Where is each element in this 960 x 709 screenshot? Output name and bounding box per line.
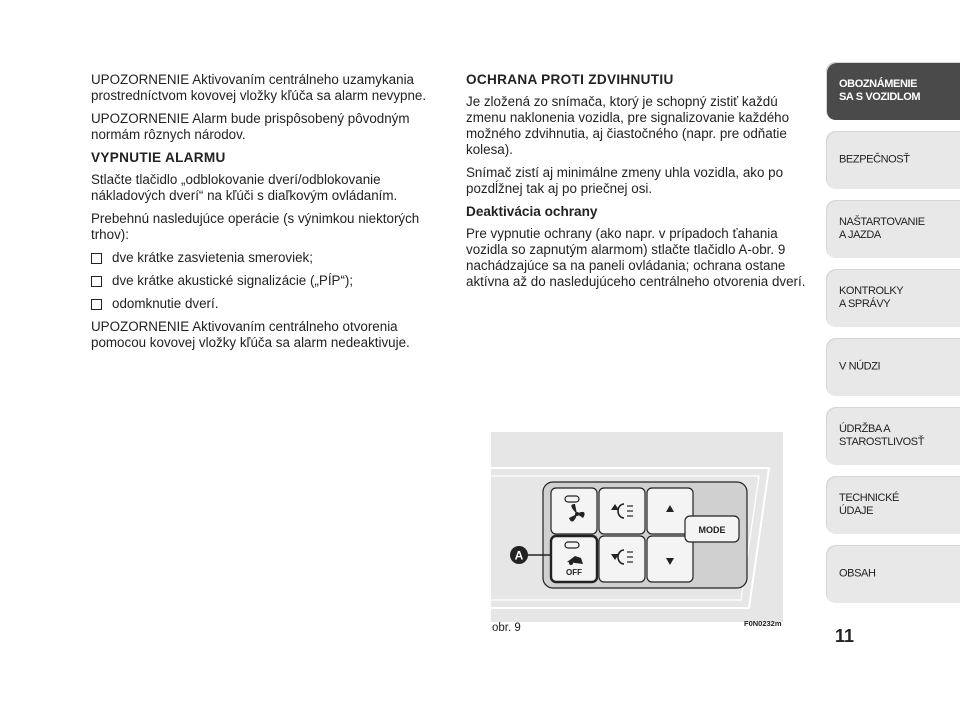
callout-label: A [514,548,524,563]
left-column [91,72,443,358]
list-item: dve krátke akustické signalizácie („PÍP“); [91,273,443,289]
section-heading-lift-protection: OCHRANA PROTI ZDVIHNUTIU [466,72,674,87]
tab-technical-data[interactable] [826,476,960,534]
warning-central-locking: UPOZORNENIE Aktivovaním centrálneho uzamykania prostredníctvom kovovej vložky kľúča sa alarm nevypne. [91,72,427,103]
off-label: OFF [566,568,582,577]
paragraph-deactivation: Pre vypnutie ochrany (ako napr. v prípadoch ťahania vozidla so zapnutým alarmom) stlačte tlačidlo A-obr. 9 nachádzajúce sa na paneli ovládania; ochrana ostane aktívna až do nasledujúceho centrálneho otvorenia dverí. [466,226,806,289]
tab-emergency[interactable] [826,338,960,396]
figure-code: F0N0232m [744,619,782,628]
tab-warning-lights[interactable] [826,269,960,327]
tab-label: NAŠTARTOVANIE A JAZDA [839,216,925,241]
paragraph-sensor: Je zložená zo snímača, ktorý je schopný zistiť každú zmenu naklonenia vozidla, pre signalizovanie každého možného zdvihnutia, aj čiastočného (napr. pre odňatie kolesa). [466,94,790,157]
warning-alarm-norms: UPOZORNENIE Alarm bude prispôsobený pôvodným normám rôznych národov. [91,111,410,142]
right-column [466,72,814,297]
paragraph-angle-changes: Snímač zistí aj minimálne zmeny uhla vozidla, ako po pozdĺžnej tak aj po priečnej osi. [466,165,784,196]
tab-label: ÚDRŽBA A STAROSTLIVOSŤ [839,423,925,448]
fan-button[interactable] [551,488,597,534]
checkbox-bullet-icon [91,299,102,310]
tab-safety[interactable] [826,131,960,189]
section-heading-alarm-off: VYPNUTIE ALARMU [91,150,226,165]
control-panel-illustration [491,432,783,622]
tab-starting-driving[interactable] [826,200,960,258]
list-item: odomknutie dverí. [91,296,443,312]
subheading-deactivation: Deaktivácia ochrany [466,204,598,219]
tab-label: TECHNICKÉ ÚDAJE [839,492,899,517]
light-up-button[interactable] [599,488,645,534]
figure-caption: obr. 9 [492,622,521,634]
tab-label: OBSAH [839,567,876,580]
paragraph-operations: Prebehnú nasledujúce operácie (s výnimkou niektorých trhov): [91,211,420,242]
mode-label: MODE [698,525,726,535]
tab-label: BEZPEČNOSŤ [839,153,910,166]
tab-label: V NÚDZI [839,360,881,373]
light-down-button[interactable] [599,536,645,582]
tab-label: OBOZNÁMENIE SA S VOZIDLOM [839,78,921,103]
tab-getting-to-know[interactable] [826,62,960,120]
checkbox-bullet-icon [91,276,102,287]
checkbox-bullet-icon [91,253,102,264]
chapter-sidebar [826,62,960,614]
tab-contents[interactable] [826,545,960,603]
page-number: 11 [835,626,855,646]
warning-central-opening: UPOZORNENIE Aktivovaním centrálneho otvorenia pomocou kovovej vložky kľúča sa alarm nedeaktivuje. [91,319,410,350]
paragraph-press-button: Stlačte tlačidlo „odblokovanie dverí/odblokovanie nákladových dverí“ na kľúči s diaľkovým ovládaním. [91,172,398,203]
tab-label: KONTROLKY A SPRÁVY [839,285,904,310]
list-item: dve krátke zasvietenia smeroviek; [91,250,443,266]
tab-maintenance[interactable] [826,407,960,465]
figure-control-panel [491,432,783,622]
